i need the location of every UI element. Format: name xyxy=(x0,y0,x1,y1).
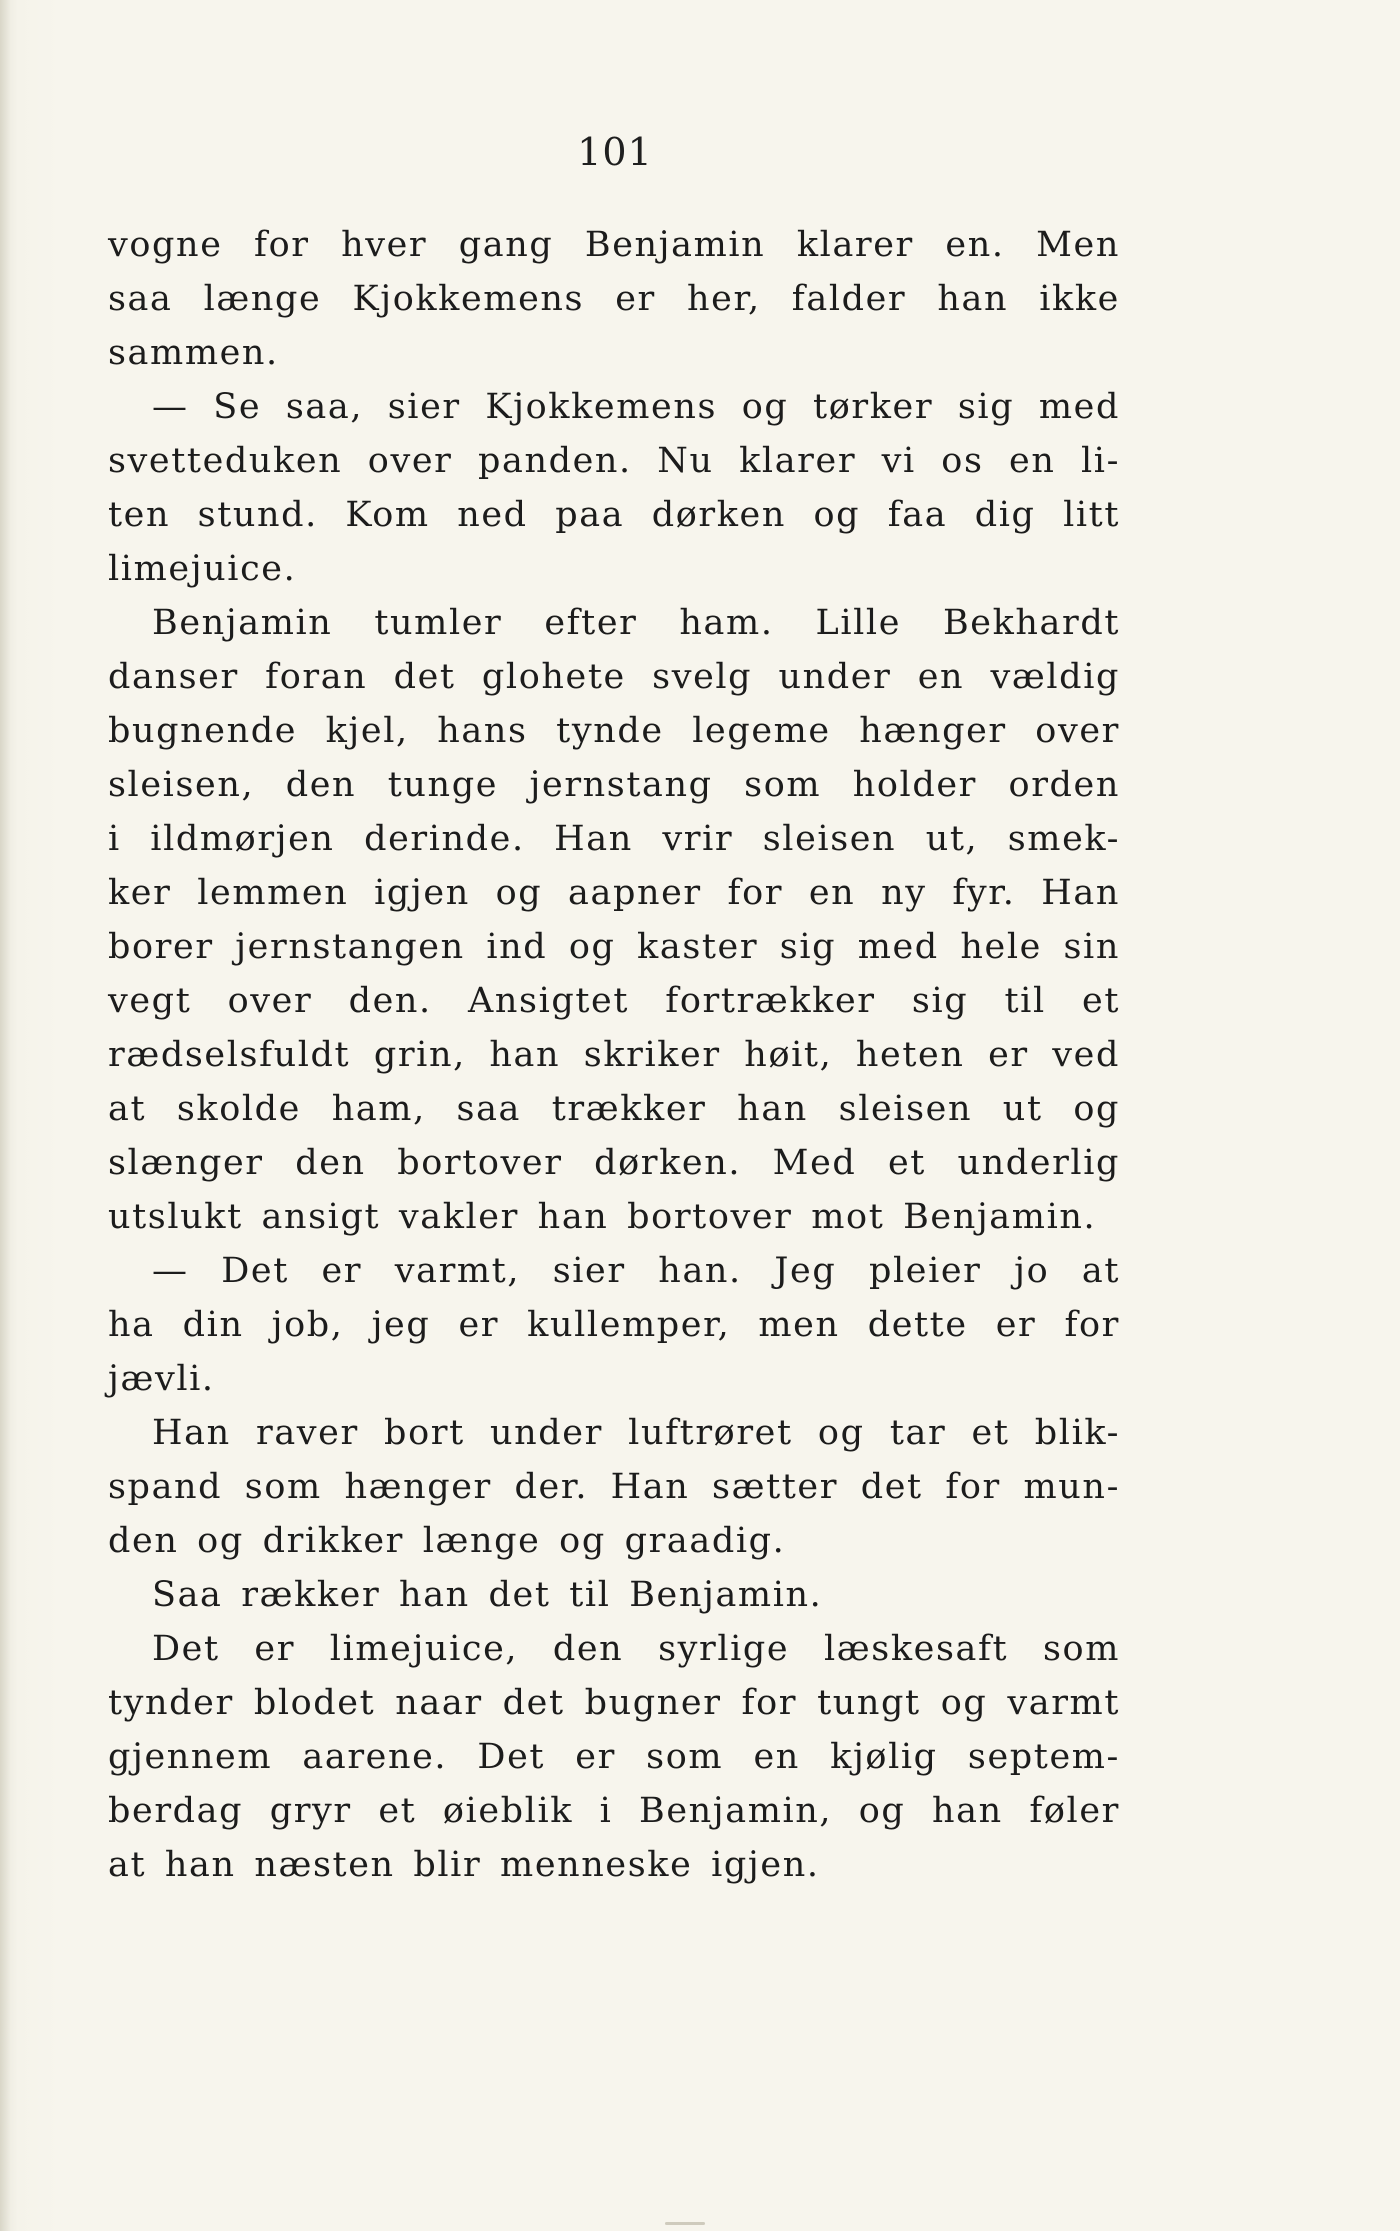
text-line: svetteduken over panden. Nu klarer vi os en li- xyxy=(108,441,1120,481)
page-spine-edge xyxy=(0,0,10,2231)
text-line: ker lemmen igjen og aapner for en ny fyr. Han xyxy=(108,873,1120,913)
text-line: jævli. xyxy=(108,1359,215,1399)
text-line: ten stund. Kom ned paa dørken og faa dig litt xyxy=(108,495,1120,535)
text-line: vogne for hver gang Benjamin klarer en. Men xyxy=(108,225,1120,265)
page-number: 101 xyxy=(577,130,653,174)
text-line: saa længe Kjokkemens er her, falder han ikke xyxy=(108,279,1120,319)
text-line: i ildmørjen derinde. Han vrir sleisen ut, smek- xyxy=(108,819,1120,859)
text-line: berdag gryr et øieblik i Benjamin, og han føler xyxy=(108,1791,1120,1831)
text-line: borer jernstangen ind og kaster sig med hele sin xyxy=(108,927,1120,967)
text-line: — Se saa, sier Kjokkemens og tørker sig med xyxy=(152,387,1120,427)
text-line: slænger den bortover dørken. Med et underlig xyxy=(108,1143,1120,1183)
text-line: vegt over den. Ansigtet fortrækker sig til et xyxy=(108,981,1120,1021)
text-line: utslukt ansigt vakler han bortover mot Benjamin. xyxy=(108,1197,1097,1237)
text-line: rædselsfuldt grin, han skriker høit, heten er ved xyxy=(108,1035,1120,1075)
text-line: — Det er varmt, sier han. Jeg pleier jo at xyxy=(152,1251,1120,1291)
text-line: limejuice. xyxy=(108,549,297,589)
text-line: den og drikker længe og graadig. xyxy=(108,1521,786,1561)
text-line: tynder blodet naar det bugner for tungt og varmt xyxy=(108,1683,1120,1723)
text-line: danser foran det glohete svelg under en vældig xyxy=(108,657,1120,697)
text-line: sleisen, den tunge jernstang som holder orden xyxy=(108,765,1120,805)
text-line: at han næsten blir menneske igjen. xyxy=(108,1845,820,1885)
text-line: ha din job, jeg er kullemper, men dette er for xyxy=(108,1305,1120,1345)
text-line: sammen. xyxy=(108,333,279,373)
text-line: spand som hænger der. Han sætter det for mun- xyxy=(108,1467,1120,1507)
text-line: Saa rækker han det til Benjamin. xyxy=(152,1575,823,1615)
bottom-smudge xyxy=(665,2222,705,2225)
text-line: gjennem aarene. Det er som en kjølig septem- xyxy=(108,1737,1120,1777)
text-line: Det er limejuice, den syrlige læskesaft som xyxy=(152,1629,1120,1669)
text-line: bugnende kjel, hans tynde legeme hænger over xyxy=(108,711,1120,751)
text-line: Benjamin tumler efter ham. Lille Bekhardt xyxy=(152,603,1120,643)
text-line: at skolde ham, saa trækker han sleisen ut og xyxy=(108,1089,1120,1129)
body-text xyxy=(108,218,1120,1892)
text-line: Han raver bort under luftrøret og tar et blik- xyxy=(152,1413,1120,1453)
